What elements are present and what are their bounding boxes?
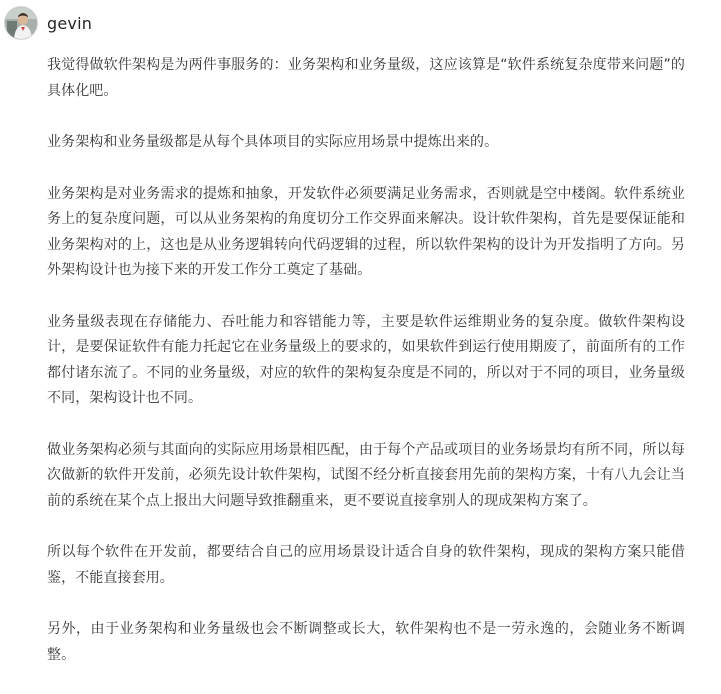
post-body <box>47 53 685 694</box>
post-header <box>4 4 92 42</box>
post-paragraph: 业务架构和业务量级都是从每个具体项目的实际应用场景中提炼出来的。 <box>47 134 499 150</box>
post-paragraph: 业务架构是对业务需求的提炼和抽象，开发软件必须要满足业务需求，否则就是空中楼阁。软件系统业务上的复杂度问题，可以从业务架构的角度切分工作交界面来解决。设计软件架构，首先是要保证能和业务架构对的上，这也是从业务逻辑转向代码逻辑的过程，所以软件架构的设计为开发指明了方向。另外架构设计也为接下来的开发工作分工奠定了基础。 <box>47 185 685 278</box>
post-paragraph: 做业务架构必须与其面向的实际应用场景相匹配，由于每个产品或项目的业务场景均有所不同，所以每次做新的软件开发前，必须先设计软件架构，试图不经分析直接套用先前的架构方案，十有八九会让当前的系统在某个点上报出大问题导致推翻重来，更不要说直接拿别人的现成架构方案了。 <box>47 441 685 509</box>
post-paragraph: 我觉得做软件架构是为两件事服务的：业务架构和业务量级，这应该算是“软件系统复杂度带来问题”的具体化吧。 <box>47 57 685 99</box>
post-paragraph: 另外，由于业务架构和业务量级也会不断调整或长大，软件架构也不是一劳永逸的，会随业务不断调整。 <box>47 621 685 663</box>
post-paragraph: 所以每个软件在开发前，都要结合自己的应用场景设计适合自身的软件架构，现成的架构方案只能借鉴，不能直接套用。 <box>47 544 685 586</box>
avatar[interactable] <box>4 6 38 40</box>
author-name[interactable]: gevin <box>47 13 93 33</box>
post-paragraph: 业务量级表现在存储能力、吞吐能力和容错能力等，主要是软件运维期业务的复杂度。做软件架构设计，是要保证软件有能力托起它在业务量级上的要求的，如果软件到运行使用期废了，前面所有的工作都付诸东流了。不同的业务量级，对应的软件的架构复杂度是不同的，所以对于不同的项目，业务量级不同，架构设计也不同。 <box>47 313 685 406</box>
user-avatar-photo-icon <box>5 7 37 39</box>
